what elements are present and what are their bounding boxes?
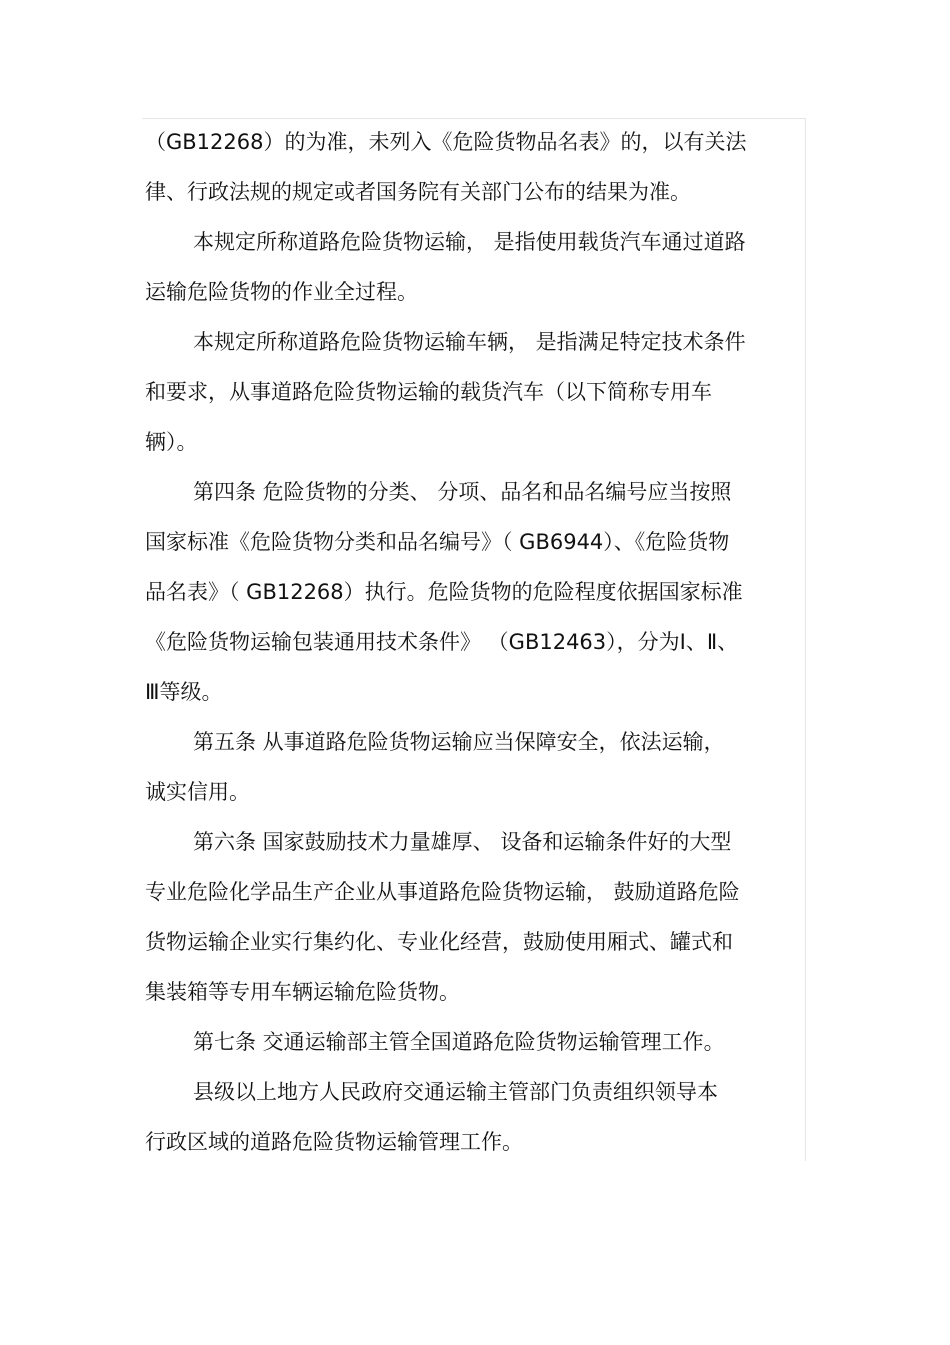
text-line-5: 本规定所称道路危险货物运输车辆， 是指满足特定技术条件: [193, 330, 746, 354]
text-line-10: 品名表》（ GB12268）执行。危险货物的危险程度依据国家标准: [145, 580, 743, 604]
text-line-1: （GB12268）的为准，未列入《危险货物品名表》的，以有关法: [145, 130, 747, 154]
text-line-18: 集装箱等专用车辆运输危险货物。: [145, 980, 460, 1004]
text-line-2: 律、行政法规的规定或者国务院有关部门公布的结果为准。: [145, 180, 691, 204]
text-line-16: 专业危险化学品生产企业从事道路危险货物运输， 鼓励道路危险: [145, 880, 740, 904]
text-line-14: 诚实信用。: [145, 780, 250, 804]
text-line-9: 国家标准《危险货物分类和品名编号》（ GB6944）、《危险货物: [145, 530, 730, 554]
text-line-20: 县级以上地方人民政府交通运输主管部门负责组织领导本: [193, 1080, 718, 1104]
text-line-13: 第五条 从事道路危险货物运输应当保障安全，依法运输，: [193, 730, 725, 754]
document-body: [145, 124, 805, 1174]
text-line-21: 行政区域的道路危险货物运输管理工作。: [145, 1130, 523, 1154]
text-line-6: 和要求，从事道路危险货物运输的载货汽车（以下简称专用车: [145, 380, 712, 404]
text-line-15: 第六条 国家鼓励技术力量雄厚、 设备和运输条件好的大型: [193, 830, 732, 854]
text-line-4: 运输危险货物的作业全过程。: [145, 280, 418, 304]
text-line-7: 辆）。: [145, 430, 198, 454]
text-line-3: 本规定所称道路危险货物运输， 是指使用载货汽车通过道路: [193, 230, 746, 254]
text-line-12: Ⅲ等级。: [145, 680, 223, 704]
text-line-11: 《危险货物运输包装通用技术条件》 （GB12463），分为Ⅰ、Ⅱ、: [145, 630, 739, 654]
text-line-19: 第七条 交通运输部主管全国道路危险货物运输管理工作。: [193, 1030, 725, 1054]
text-line-8: 第四条 危险货物的分类、 分项、品名和品名编号应当按照: [193, 480, 732, 504]
text-line-17: 货物运输企业实行集约化、专业化经营，鼓励使用厢式、罐式和: [145, 930, 733, 954]
